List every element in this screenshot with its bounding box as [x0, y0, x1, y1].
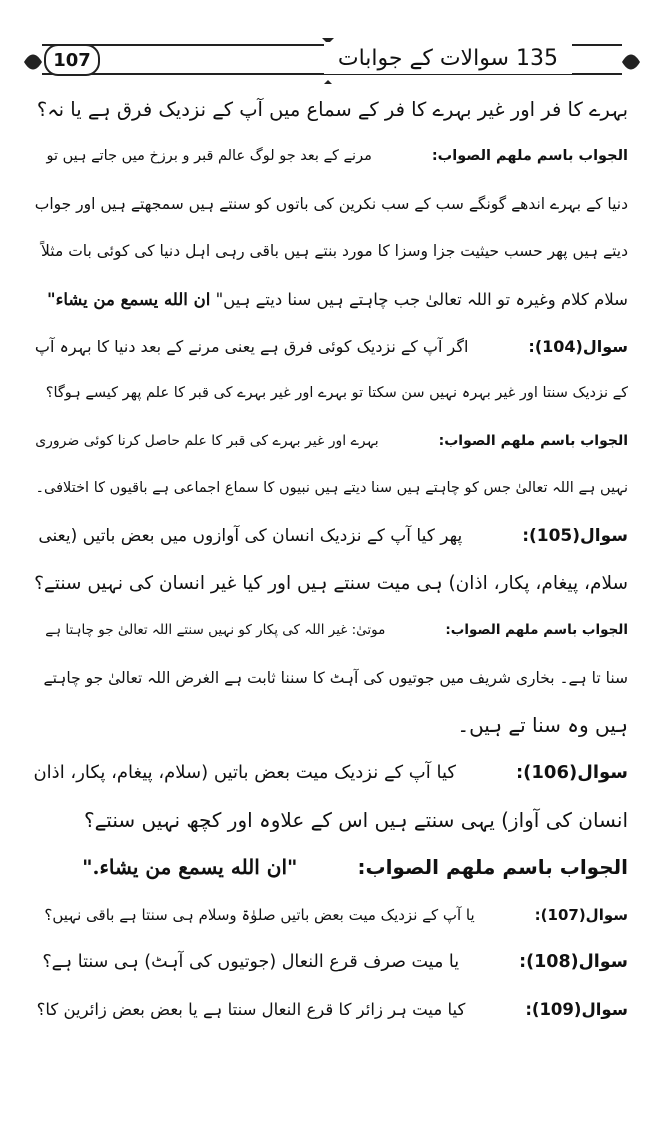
text-line [30, 749, 628, 796]
page-body [30, 86, 628, 1034]
text-line [30, 418, 628, 465]
answer-text: مرنے کے بعد جو لوگ عالم قبر و برزخ میں جاتے ہیں تو [46, 148, 372, 165]
answer-text: بہرے اور غیر بہرے کی قبر کا علم حاصل کرنا کوئی ضروری [35, 432, 379, 449]
answer-label: الجواب باسم ملھم الصواب: [438, 432, 628, 449]
question-label: سوال(104): [528, 336, 628, 356]
book-title: 135 سوالات کے جوابات [324, 42, 572, 74]
text-line [30, 323, 628, 370]
question-text: اگر آپ کے نزدیک کوئی فرق ہے یعنی مرنے کے بعد دنیا کا بہرہ آپ [34, 336, 469, 356]
page-number: 107 [44, 44, 100, 76]
question-text: کیا آپ کے نزدیک میت بعض باتیں (سلام، پیغام، پکار، اذان [33, 762, 456, 784]
text-line: بہرے کا فر اور غیر بہرے کا فر کے سماع میں آپ کے نزدیک فرق ہے یا نہ؟ [36, 98, 628, 121]
question-text: کیا میت ہر زائر کا قرع النعال سنتا ہے یا بعض بعض زائرین کا؟ [36, 1000, 466, 1020]
page-header [22, 30, 642, 84]
question-label: سوال(106): [515, 762, 628, 784]
question-text: پھر کیا آپ کے نزدیک انسان کی آوازوں میں بعض باتیں (یعنی [38, 525, 463, 546]
text-line [30, 939, 628, 986]
text-line: کے نزدیک سنتا اور غیر بہرہ نہیں سن سکتا تو بہرے اور غیر بہرے کی قبر کا علم پھر کیسے ہوگا؟ [45, 385, 628, 402]
text-line [30, 844, 628, 891]
question-label: سوال(109): [525, 1000, 628, 1020]
text-line: سنا تا ہے۔ بخاری شریف میں جوتیوں کی آہٹ کا سننا ثابت ہے الغرض اللہ تعالیٰ جو چاہتے [43, 668, 628, 687]
text-line: دنیا کے بہرے اندھے گونگے سب کے سب نکرین کی باتوں کو سنتے ہیں سمجھتے ہیں اور جواب [34, 194, 628, 213]
text-line [30, 892, 628, 939]
question-label: سوال(107): [534, 905, 628, 924]
question-text: یا میت صرف قرع النعال (جوتیوں کی آہٹ) ہی سنتا ہے؟ [42, 952, 460, 973]
text-line: انسان کی آواز) یہی سنتے ہیں اس کے علاوہ اور کچھ نہیں سنتے؟ [83, 807, 628, 832]
answer-text: موتیٰ: غیر اللہ کی پکار کو نہیں سنتے اللہ تعالیٰ جو چاہتا ہے [45, 622, 386, 639]
text-line [30, 133, 628, 180]
question-text: یا آپ کے نزدیک میت بعض باتیں صلوٰۃ وسلام ہی سنتا ہے باقی نہیں؟ [44, 905, 475, 924]
text-line: دیتے ہیں پھر حسب حیثیت جزا وسزا کا مورد بنتے ہیں باقی رہی اہل دنیا کی کوئی بات مثلاً [41, 242, 628, 261]
answer-label: الجواب باسم ملھم الصواب: [431, 148, 628, 165]
answer-label: الجواب باسم ملھم الصواب: [445, 622, 628, 639]
arabic-quote: "ان الله يسمع من يشاء." [82, 855, 298, 880]
text-line [30, 986, 628, 1033]
question-label: سوال(105): [522, 525, 628, 546]
answer-text: سلام کلام وغیرہ تو اللہ تعالیٰ جب چاہتے ہیں سنا دیتے ہیں" [215, 289, 628, 309]
text-line: نہیں ہے اللہ تعالیٰ جس کو چاہتے ہیں سنا دیتے ہیں نبیوں کا سماع اجماعی ہے باقیوں کا اختلافی۔ [35, 480, 628, 497]
text-line: سلام، پیغام، پکار، اذان) ہی میت سنتے ہیں اور کیا غیر انسان کی نہیں سنتے؟ [34, 572, 628, 594]
arabic-quote: ان الله يسمع من يشاء" [46, 289, 211, 309]
text-line [30, 276, 628, 323]
question-label: سوال(108): [519, 952, 628, 973]
text-line: ہیں وہ سنا تے ہیں۔ [457, 713, 628, 738]
text-line [30, 607, 628, 654]
text-line [30, 513, 628, 560]
answer-label: الجواب باسم ملھم الصواب: [357, 855, 628, 880]
